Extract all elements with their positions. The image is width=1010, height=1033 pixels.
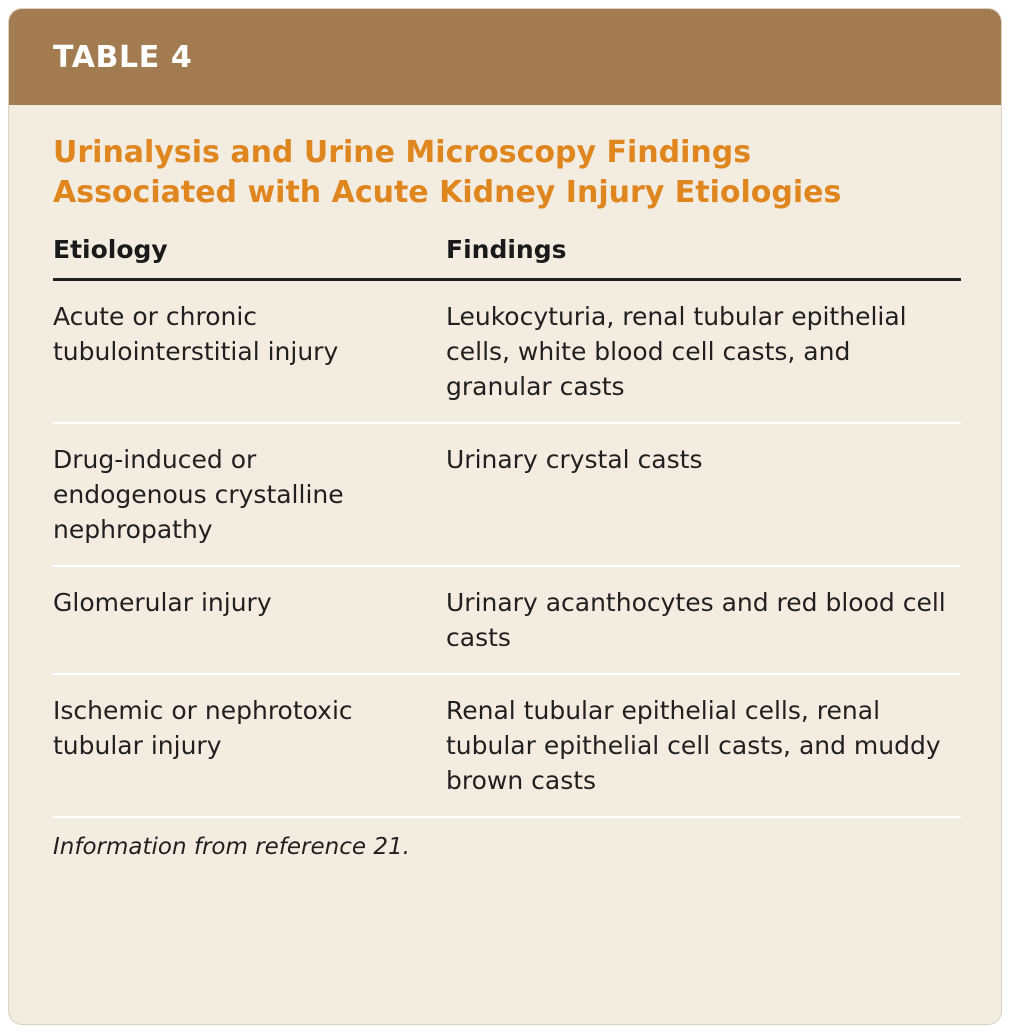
cell-findings: Leukocyturia, renal tubular epithelial cells, white blood cell casts, and granular casts (446, 280, 961, 424)
table-row (53, 423, 961, 566)
table-card (8, 8, 1002, 1025)
table-row (53, 674, 961, 817)
cell-findings: Renal tubular epithelial cells, renal tubular epithelial cell casts, and muddy brown casts (446, 674, 961, 817)
table-body (9, 105, 1001, 860)
cell-findings: Urinary acanthocytes and red blood cell casts (446, 566, 961, 674)
table-row (53, 280, 961, 424)
table-title: Urinalysis and Urine Microscopy Findings Associated with Acute Kidney Injury Etiologies (53, 135, 842, 211)
cell-etiology: Glomerular injury (53, 566, 446, 674)
findings-table (53, 235, 961, 818)
table-banner (9, 9, 1001, 105)
table-header-row (53, 235, 961, 280)
column-header-findings: Findings (446, 235, 961, 280)
table-number-label: TABLE 4 (53, 39, 193, 75)
table-footnote: Information from reference 21. (53, 834, 410, 861)
cell-etiology: Acute or chronic tubulointerstitial injury (53, 280, 446, 424)
cell-findings: Urinary crystal casts (446, 423, 961, 566)
cell-etiology: Ischemic or nephrotoxic tubular injury (53, 674, 446, 817)
column-header-etiology: Etiology (53, 235, 446, 280)
table-row (53, 566, 961, 674)
cell-etiology: Drug-induced or endogenous crystalline nephropathy (53, 423, 446, 566)
